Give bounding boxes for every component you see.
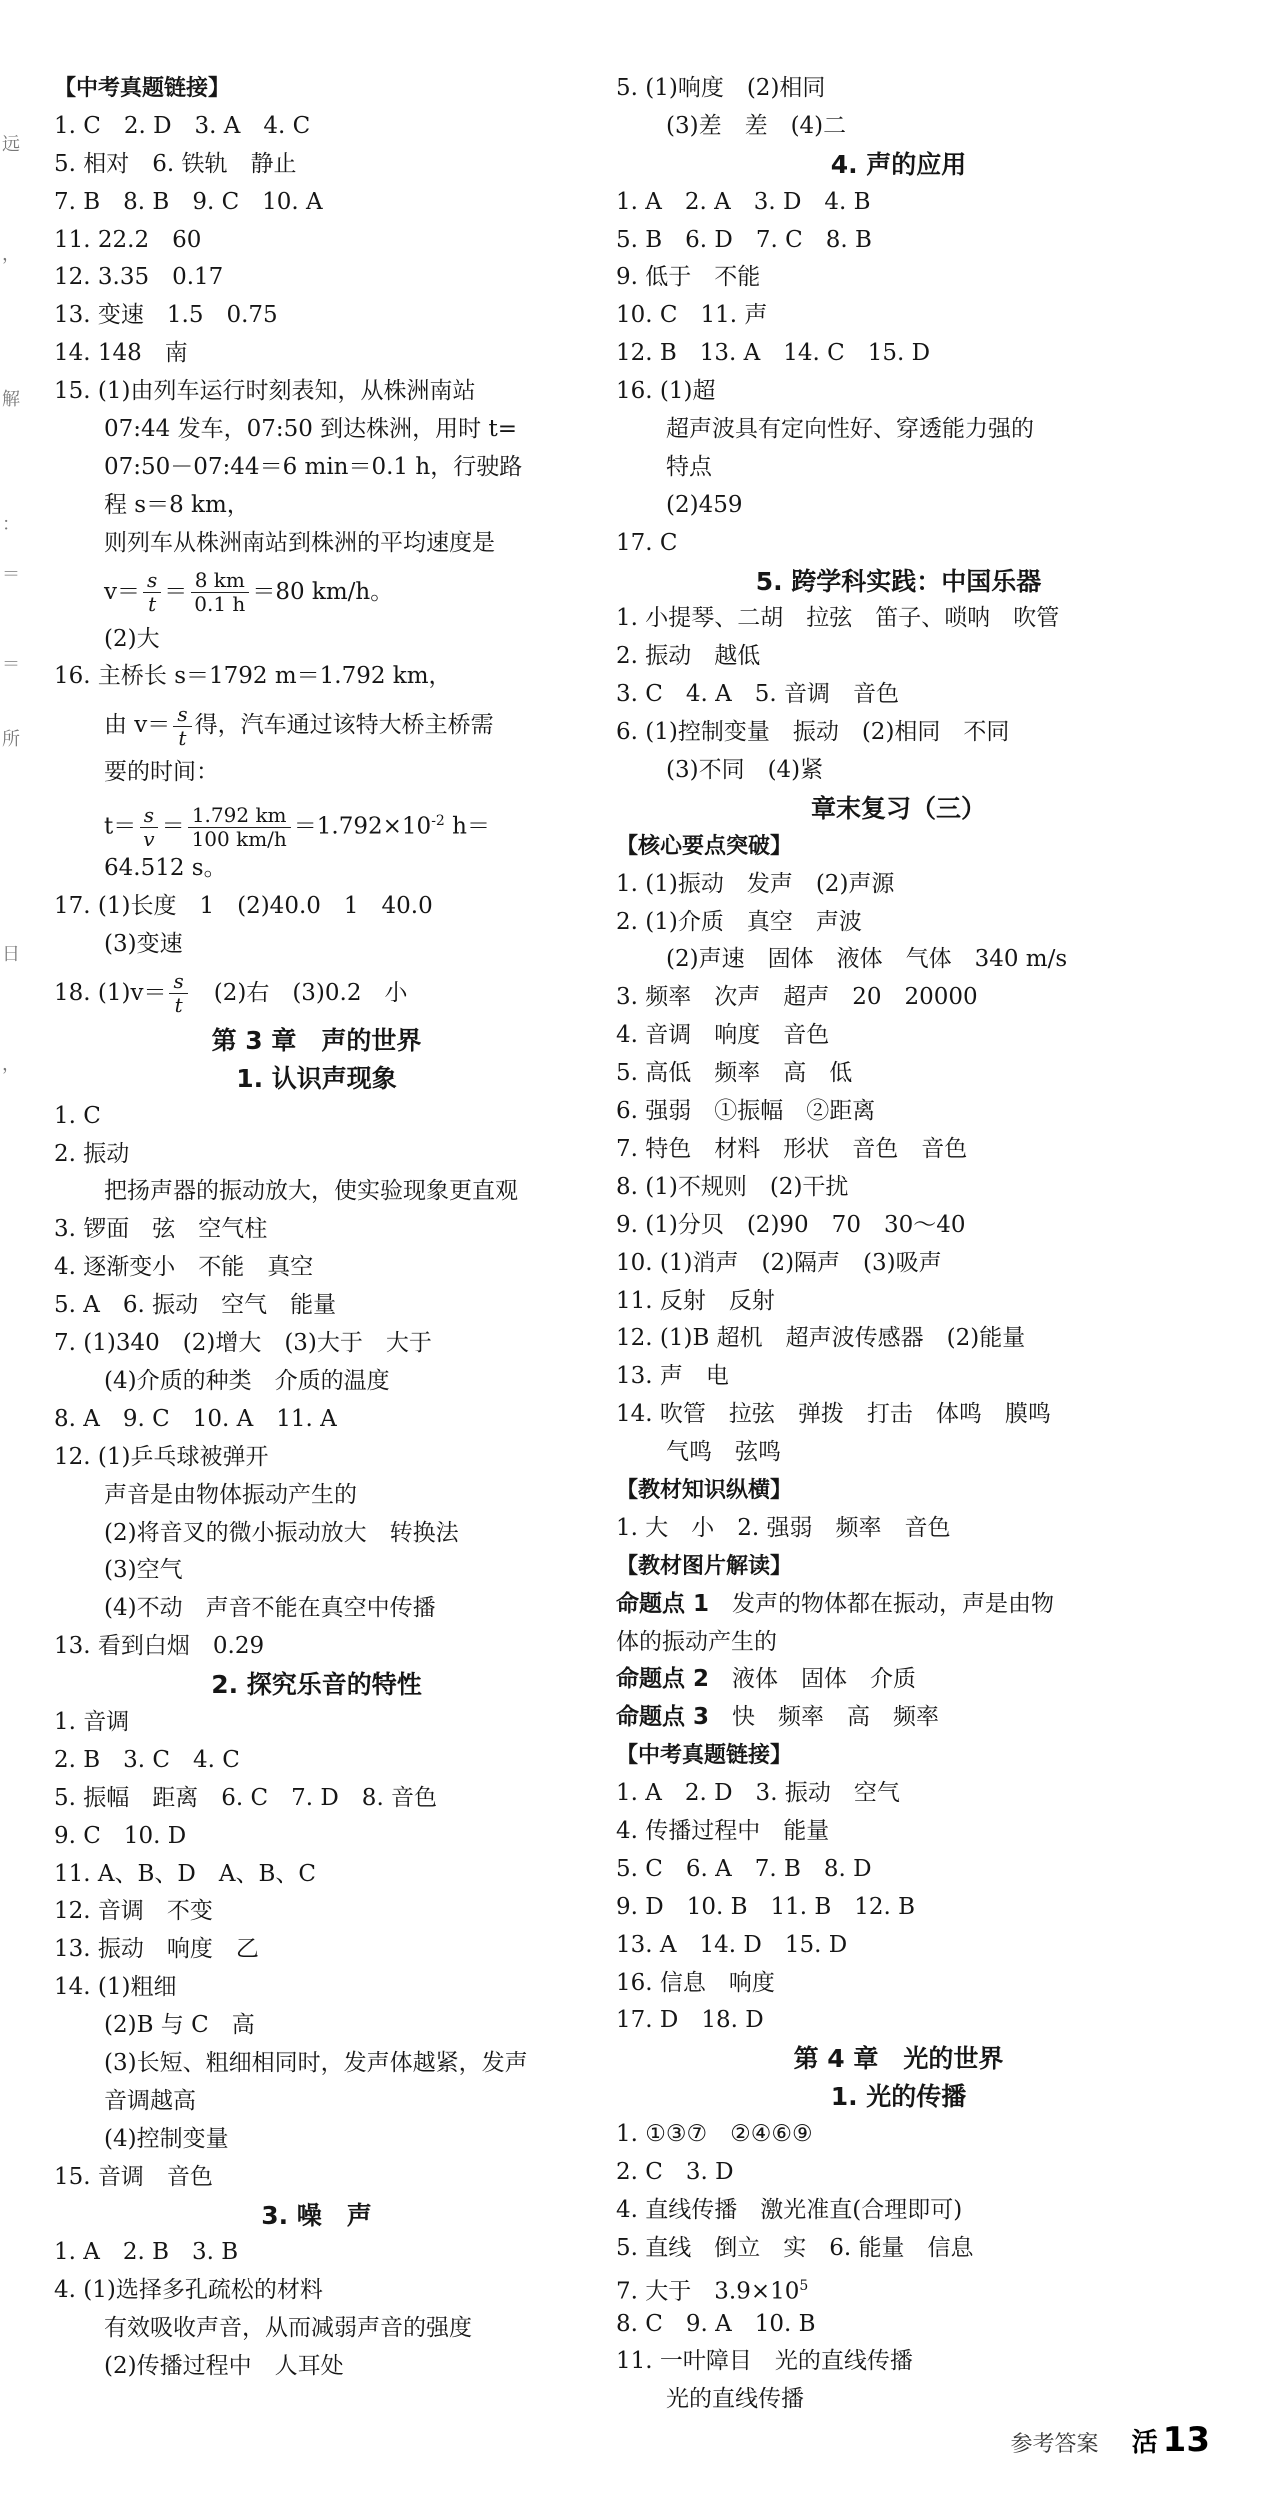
answer-text: 7. 大于 3.9×10: [616, 2278, 800, 2305]
answer-line: 9. (1)分贝 (2)90 70 30～40: [616, 1211, 966, 1238]
fraction: [173, 703, 191, 750]
answer-line: 5. 振幅 距离 6. C 7. D 8. 音色: [54, 1784, 438, 1811]
section-heading: 3. 噪 声: [261, 2200, 372, 2230]
answer-line: (3)空气: [104, 1557, 183, 1584]
section-heading: 1. 光的传播: [830, 2082, 967, 2112]
answer-line: 光的直线传播: [666, 2386, 804, 2413]
formula-line: [54, 792, 579, 850]
answer-line: 9. D 10. B 11. B 12. B: [616, 1893, 916, 1920]
answer-text: 液体 固体 介质: [709, 1666, 917, 1693]
numerator: s: [173, 703, 191, 727]
answer-line: 12. 3.35 0.17: [54, 264, 224, 291]
subsection-label: 【教材知识纵横】: [616, 1477, 793, 1503]
answer-line: 14. 吹管 拉弦 弹拨 打击 体鸣 膜鸣: [616, 1401, 1051, 1428]
bleed-glyph: 解: [2, 389, 20, 410]
answer-line: 9. C 10. D: [54, 1822, 187, 1849]
denominator: 0.1 h: [194, 592, 246, 617]
bleed-glyph: 日: [2, 944, 20, 965]
answer-line: 3. 锣面 弦 空气柱: [54, 1216, 268, 1243]
answer-line: 1. C 2. D 3. A 4. C: [54, 112, 311, 139]
section-heading: 第 3 章 声的世界: [211, 1025, 422, 1055]
answer-line: (3)变速: [104, 931, 183, 958]
exponent: 5: [799, 2277, 809, 2294]
answer-line: 2. 振动 越低: [616, 643, 761, 670]
answer-line: 17. (1)长度 1 (2)40.0 1 40.0: [54, 893, 433, 920]
formula-text: t＝: [104, 813, 137, 840]
answer-line: 程 s＝8 km，: [104, 491, 250, 518]
fraction: [190, 569, 249, 616]
formula-text: 得，汽车通过该特大桥主桥需: [194, 712, 494, 739]
answer-line: 12. (1)B 超机 超声波传感器 (2)能量: [616, 1325, 1026, 1352]
answer-line: 13. 看到白烟 0.29: [54, 1633, 265, 1660]
answer-line: 气鸣 弦鸣: [666, 1439, 781, 1466]
answer-line: 5. C 6. A 7. B 8. D: [616, 1855, 872, 1882]
answer-line: 2. (1)介质 真空 声波: [616, 908, 862, 935]
subsection-label: 【教材图片解读】: [616, 1553, 793, 1579]
fraction: [188, 804, 291, 851]
answer-line: 超声波具有定向性好、穿透能力强的: [666, 416, 1034, 443]
answer-line: [616, 1586, 1181, 1624]
answer-line: 11. A、B、D A、B、C: [54, 1860, 316, 1887]
answer-line: 15. (1)由列车运行时刻表知，从株洲南站: [54, 378, 476, 405]
formula-text: v＝: [104, 578, 140, 605]
numerator: s: [140, 804, 158, 828]
answer-line: 16. (1)超: [616, 378, 716, 405]
denominator: t: [178, 725, 187, 750]
left-column: [54, 70, 579, 2386]
answer-line: (2)将音叉的微小振动放大 转换法: [104, 1519, 459, 1546]
answer-line: 7. 特色 材料 形状 音色 音色: [616, 1135, 968, 1162]
answer-line: 64.512 s。: [104, 855, 227, 882]
answer-line: 有效吸收声音，从而减弱声音的强度: [104, 2315, 472, 2342]
formula-text: ＝: [161, 813, 185, 840]
answer-line: 8. C 9. A 10. B: [616, 2310, 816, 2337]
answer-line: (4)控制变量: [104, 2125, 229, 2152]
numerator: 1.792 km: [188, 804, 291, 828]
answer-line: 4. 音调 响度 音色: [616, 1022, 830, 1049]
answer-line: 12. (1)乒乓球被弹开: [54, 1443, 269, 1470]
fraction: [143, 569, 161, 616]
answer-line: (2)传播过程中 人耳处: [104, 2353, 344, 2380]
answer-line: 2. C 3. D: [616, 2158, 734, 2185]
answer-line: 特点: [666, 453, 712, 480]
answer-line: 1. ①③⑦ ②④⑥⑨: [616, 2121, 813, 2148]
section-heading: 1. 认识声现象: [236, 1063, 397, 1093]
answer-line: (2)459: [666, 491, 743, 518]
formula-text: h＝: [444, 813, 490, 840]
formula-text: 由 v＝: [104, 712, 171, 739]
denominator: t: [174, 993, 183, 1018]
formula-text: ＝1.792×10: [293, 813, 432, 840]
section-heading: 第 4 章 光的世界: [793, 2044, 1004, 2074]
answer-line: 3. C 4. A 5. 音调 音色: [616, 681, 899, 708]
answer-line: [616, 1661, 1181, 1699]
bleed-glyph: 所: [2, 729, 20, 750]
answer-line: 1. 音调: [54, 1708, 130, 1735]
answer-line: 8. A 9. C 10. A 11. A: [54, 1405, 337, 1432]
answer-line: 5. 高低 频率 高 低: [616, 1060, 853, 1087]
answer-line: (3)长短、粗细相同时，发声体越紧，发声: [104, 2049, 528, 2076]
answer-line: 1. 大 小 2. 强弱 频率 音色: [616, 1514, 951, 1541]
answer-line: 17. C: [616, 529, 678, 556]
answer-line: 12. B 13. A 14. C 15. D: [616, 340, 931, 367]
answer-line: 14. 148 南: [54, 340, 188, 367]
section-heading: 2. 探究乐音的特性: [211, 1670, 422, 1700]
formula-text: ＝80 km/h。: [252, 578, 394, 605]
answer-line: (4)介质的种类 介质的温度: [104, 1367, 390, 1394]
section-heading: 章末复习（三）: [810, 793, 986, 823]
answer-line: 音调越高: [104, 2087, 196, 2114]
point-label: 命题点 2: [616, 1666, 710, 1693]
numerator: 8 km: [191, 569, 249, 593]
answer-line: 13. 变速 1.5 0.75: [54, 302, 278, 329]
answer-line: 5. A 6. 振动 空气 能量: [54, 1292, 337, 1319]
answer-line: 1. 小提琴、二胡 拉弦 笛子、唢呐 吹管: [616, 605, 1060, 632]
numerator: s: [169, 970, 187, 994]
answer-line: (2)B 与 C 高: [104, 2012, 255, 2039]
answer-line: 6. (1)控制变量 振动 (2)相同 不同: [616, 719, 1010, 746]
answer-line: 11. 一叶障目 光的直线传播: [616, 2348, 913, 2375]
answer-line: 9. 低于 不能: [616, 264, 761, 291]
footer-label: 参考答案: [1010, 2432, 1099, 2457]
denominator: t: [148, 592, 157, 617]
answer-line: 6. 强弱 ①振幅 ②距离: [616, 1098, 876, 1125]
answer-line: 1. C: [54, 1102, 101, 1129]
point-label: 命题点 1: [616, 1590, 710, 1617]
answer-line: 5. 直线 倒立 实 6. 能量 信息: [616, 2234, 974, 2261]
answer-line: 15. 音调 音色: [54, 2163, 213, 2190]
bleed-glyph: ＝: [2, 654, 20, 675]
answer-line: 4. 传播过程中 能量: [616, 1817, 830, 1844]
answer-line: [616, 2268, 1181, 2306]
formula-text: 18. (1)v＝: [54, 979, 167, 1006]
formula-line: [54, 696, 579, 754]
answer-line: 13. A 14. D 15. D: [616, 1931, 848, 1958]
point-label: 命题点 3: [616, 1704, 710, 1731]
answer-line: 11. 22.2 60: [54, 226, 202, 253]
answer-line: (2)大: [104, 625, 160, 652]
answer-line: 1. A 2. D 3. 振动 空气: [616, 1780, 900, 1807]
formula-text: (2)右 (3)0.2 小: [190, 979, 408, 1006]
section-heading: 4. 声的应用: [830, 149, 967, 179]
answer-line: 11. 反射 反射: [616, 1287, 775, 1314]
bleed-glyph: ，: [2, 1054, 20, 1075]
answer-line: 要的时间：: [104, 759, 219, 786]
answer-line: 13. 振动 响度 乙: [54, 1936, 259, 1963]
answer-line: 10. (1)消声 (2)隔声 (3)吸声: [616, 1249, 942, 1276]
bleed-margin: [0, 0, 20, 1200]
answer-line: 17. D 18. D: [616, 2007, 764, 2034]
answer-line: (2)声速 固体 液体 气体 340 m/s: [666, 946, 1068, 973]
answer-line: 2. B 3. C 4. C: [54, 1746, 240, 1773]
fraction: [169, 970, 187, 1017]
answer-line: (3)差 差 (4)二: [666, 112, 847, 139]
formula-text: ＝: [164, 578, 188, 605]
page-number: 13: [1162, 2420, 1210, 2460]
subsection-label: 【中考真题链接】: [54, 76, 231, 101]
exponent: -2: [431, 813, 445, 830]
subsection-label: 【中考真题链接】: [616, 1743, 793, 1769]
answer-text: 快 频率 高 频率: [709, 1704, 940, 1731]
numerator: s: [143, 569, 161, 593]
answer-line: 声音是由物体振动产生的: [104, 1481, 357, 1508]
answer-line: 5. 相对 6. 铁轨 静止: [54, 150, 297, 177]
answer-line: 14. (1)粗细: [54, 1974, 177, 2001]
answer-line: 体的振动产生的: [616, 1628, 777, 1655]
answer-line: 2. 振动: [54, 1140, 130, 1167]
answer-line: 16. 主桥长 s＝1792 m＝1.792 km，: [54, 663, 452, 690]
page-footer: [1010, 2420, 1210, 2460]
answer-line: 把扬声器的振动放大，使实验现象更直观: [104, 1178, 518, 1205]
answer-line: 8. (1)不规则 (2)干扰: [616, 1173, 849, 1200]
answer-line: 则列车从株洲南站到株洲的平均速度是: [104, 529, 495, 556]
answer-line: 1. A 2. B 3. B: [54, 2239, 239, 2266]
answer-line: 12. 音调 不变: [54, 1898, 213, 1925]
answer-line: 07:50－07:44＝6 min＝0.1 h，行驶路: [104, 453, 523, 480]
bleed-glyph: ＝: [2, 564, 20, 585]
section-heading: 5. 跨学科实践：中国乐器: [755, 566, 1042, 596]
answer-line: 07:44 发车，07:50 到达株洲，用时 t=: [104, 416, 518, 443]
answer-line: (3)不同 (4)紧: [666, 757, 824, 784]
fraction: [139, 804, 158, 851]
answer-line: [616, 1699, 1181, 1737]
denominator: v: [143, 827, 155, 852]
answer-line: 13. 声 电: [616, 1363, 729, 1390]
answer-line: 16. 信息 响度: [616, 1969, 775, 1996]
answer-line: (4)不动 声音不能在真空中传播: [104, 1595, 436, 1622]
answer-line: 3. 频率 次声 超声 20 20000: [616, 984, 978, 1011]
bleed-glyph: 远: [2, 134, 20, 155]
answer-line: 10. C 11. 声: [616, 302, 768, 329]
answer-line: 1. (1)振动 发声 (2)声源: [616, 870, 895, 897]
answer-line: 5. B 6. D 7. C 8. B: [616, 226, 872, 253]
formula-line: [54, 563, 579, 621]
footer-series-word: 活: [1131, 2428, 1158, 2458]
answer-line: 4. 直线传播 激光准直(合理即可): [616, 2196, 963, 2223]
answer-line: 5. (1)响度 (2)相同: [616, 75, 826, 101]
denominator: 100 km/h: [191, 827, 287, 852]
answer-line: 4. 逐渐变小 不能 真空: [54, 1254, 314, 1281]
bleed-glyph: ：: [2, 514, 20, 535]
answer-line: 7. B 8. B 9. C 10. A: [54, 188, 323, 215]
answer-line: 4. (1)选择多孔疏松的材料: [54, 2277, 323, 2304]
answer-text: 发声的物体都在振动，声是由物: [709, 1590, 1055, 1617]
subsection-label: 【核心要点突破】: [616, 833, 793, 859]
formula-line: [54, 964, 579, 1022]
answer-line: 7. (1)340 (2)增大 (3)大于 大于: [54, 1330, 432, 1357]
bleed-glyph: ，: [2, 244, 20, 265]
right-column: [616, 70, 1181, 2419]
answer-line: 1. A 2. A 3. D 4. B: [616, 188, 871, 215]
